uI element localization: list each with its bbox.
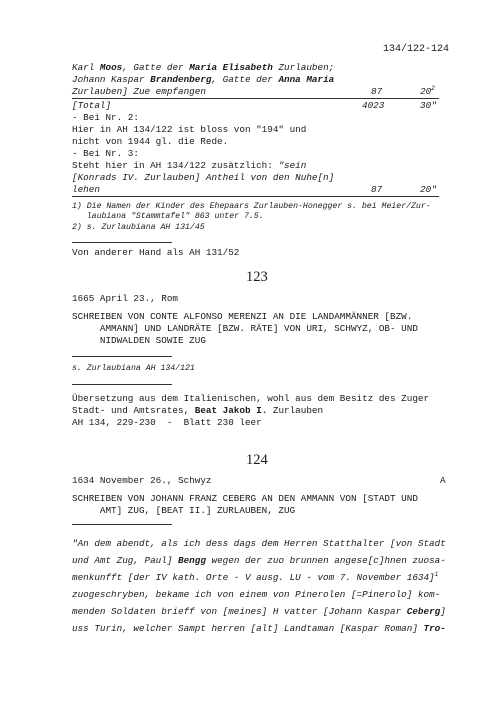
source-note: Übersetzung aus dem Italienischen, wohl aus dem Besitz des Zuger [72, 393, 430, 404]
footnote: laubiana "Stammtafel" 863 unter 7.5. [72, 212, 264, 221]
section-rule [72, 524, 172, 525]
value-cell: 87 [371, 184, 383, 195]
document-date: 1665 April 23., Rom [72, 293, 179, 304]
total-value: 4023 [362, 100, 385, 111]
body-line: menkunfft [der IV kath. Orte - V ausg. LU - vom 7. November 1634]$^1$ [72, 570, 439, 583]
document-title: AMT] ZUG, [BEAT II.] ZURLAUBEN, ZUG [72, 505, 296, 516]
source-note: AH 134, 229-230 - Blatt 230 leer [72, 417, 262, 428]
reference-note: s. Zurlaubiana AH 134/121 [72, 364, 195, 373]
divider [72, 196, 439, 197]
divider [72, 98, 439, 99]
document-title: SCHREIBEN VON JOHANN FRANZ CEBERG AN DEN AMMANN VON [STADT UND [72, 493, 418, 504]
text-line: Johann Kaspar Brandenberg, Gatte der Anna Maria [72, 74, 335, 85]
text-line: [Konrads IV. Zurlauben] Antheil von den Nuhe[n] [72, 172, 335, 183]
text-line: nicht von 1944 gl. die Rede. [72, 136, 229, 147]
document-variant-letter: A [440, 475, 446, 486]
value-cell: 87 [371, 86, 383, 97]
text-line: Karl Moos, Gatte der Maria Elisabeth Zurlauben; [72, 62, 335, 73]
section-rule [72, 384, 172, 385]
total-value: 30" [420, 100, 437, 111]
text-line: Hier in AH 134/122 ist bloss von "194" und [72, 124, 307, 135]
footnote: 2) s. Zurlaubiana AH 131/45 [72, 223, 205, 232]
section-rule [72, 242, 172, 243]
body-line: uss Turin, welcher Sampt herren [alt] Landtaman [Kaspar Roman] Tro- [72, 623, 446, 634]
source-note: Von anderer Hand als AH 131/52 [72, 247, 240, 258]
body-line: zuogeschryben, bekame ich von einem von Pinerolen [=Pinerolo] kom- [72, 589, 441, 600]
value-cell: 20" [420, 184, 437, 195]
document-date: 1634 November 26., Schwyz [72, 475, 212, 486]
text-line: - Bei Nr. 3: [72, 148, 139, 159]
footnote: 1) Die Namen der Kinder des Ehepaars Zurlauben-Honegger s. bei Meier/Zur- [72, 202, 431, 211]
section-rule [72, 356, 172, 357]
document-title: AMMANN] UND LANDRÄTE [BZW. RÄTE] VON URI, SCHWYZ, OB- UND [72, 323, 418, 334]
document-title: SCHREIBEN VON CONTE ALFONSO MERENZI AN DIE LANDAMMÄNNER [BZW. [72, 311, 413, 322]
document-number: 123 [246, 269, 268, 285]
body-line: menden Soldaten brieff von [meines] H vatter [Johann Kaspar Ceberg] [72, 606, 446, 617]
document-number: 124 [246, 452, 268, 468]
text-line: Zurlauben] Zue empfangen [72, 86, 206, 97]
body-line: und Amt Zug, Paul] Bengg wegen der zuo brunnen angese[c]hnen zuosa- [72, 555, 446, 566]
body-line: "An dem abendt, als ich dess dags dem Herren Statthalter [von Stadt [72, 538, 446, 549]
text-line: - Bei Nr. 2: [72, 112, 139, 123]
source-note: Stadt- und Amtsrates, Beat Jakob I. Zurlauben [72, 405, 324, 416]
total-label: [Total] [72, 100, 112, 111]
value-cell: $20^2$ [420, 84, 435, 97]
page-reference: 134/122-124 [383, 44, 450, 55]
text-line: lehen [72, 184, 100, 195]
document-title: NIDWALDEN SOWIE ZUG [72, 335, 206, 346]
text-line: Steht hier in AH 134/122 zusätzlich: "sein [72, 160, 307, 171]
